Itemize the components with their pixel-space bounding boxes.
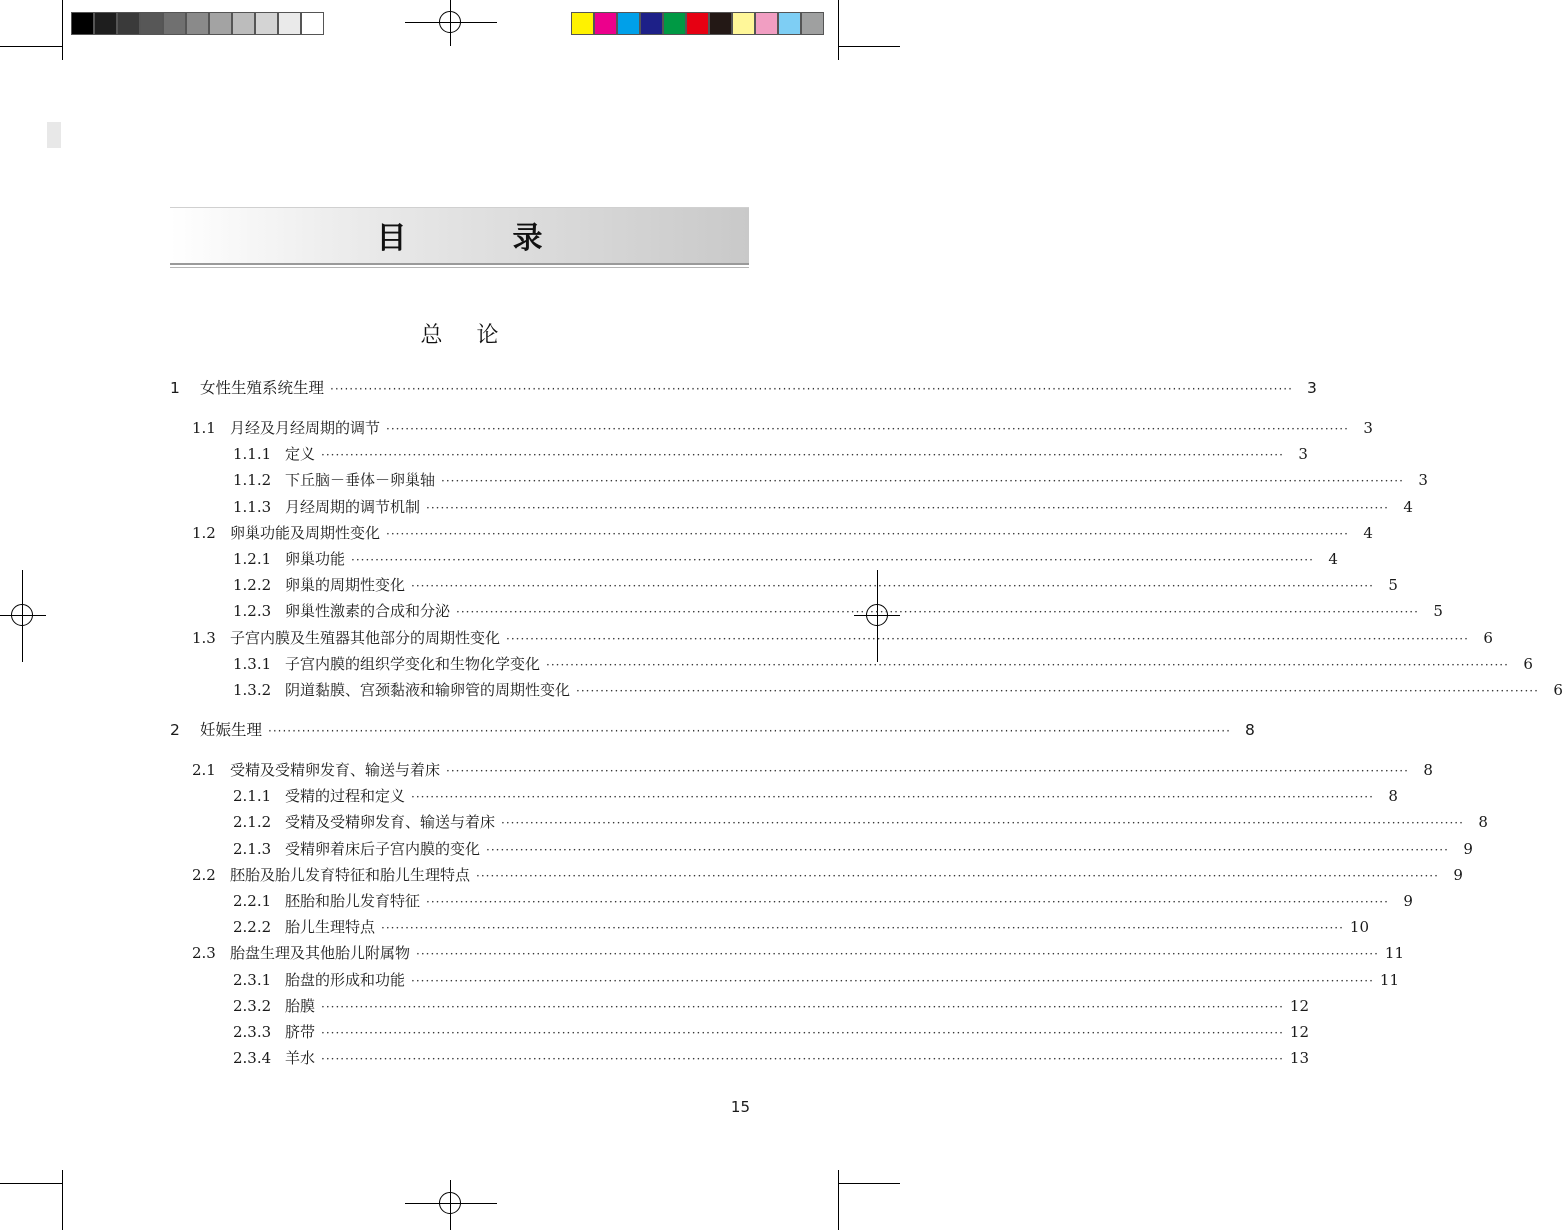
toc-entry-number: 1.1.3 bbox=[233, 497, 272, 516]
toc-entry-number: 2.2 bbox=[192, 865, 216, 884]
toc-entry-number: 2.3.1 bbox=[233, 970, 272, 989]
calibration-swatch bbox=[594, 12, 617, 35]
toc-entry-page: 9 bbox=[1403, 892, 1413, 910]
side-tab-marker bbox=[47, 122, 61, 148]
toc-entry-number: 1 bbox=[170, 379, 180, 397]
toc-entry-page: 12 bbox=[1289, 996, 1309, 1015]
calibration-swatch bbox=[163, 12, 186, 35]
toc-entry[interactable] bbox=[170, 863, 1463, 887]
toc-leader-dots: ········································································································································································································ bbox=[381, 921, 1344, 936]
toc-entry-page: 4 bbox=[1403, 497, 1413, 516]
toc-entry[interactable] bbox=[170, 626, 1493, 650]
toc-entry[interactable] bbox=[170, 376, 1317, 400]
calibration-swatch bbox=[709, 12, 732, 35]
toc-leader-dots: ········································································································································································································ bbox=[386, 526, 1349, 541]
toc-leader-dots: ········································································································································································································ bbox=[546, 657, 1509, 672]
calibration-swatch bbox=[94, 12, 117, 35]
toc-entry-number: 1.3.2 bbox=[233, 681, 272, 699]
toc-leader-dots: ········································································································································································································ bbox=[411, 579, 1374, 594]
toc-entry-label: 受精卵着床后子宫内膜的变化 bbox=[285, 839, 481, 858]
toc-entry-label: 月经周期的调节机制 bbox=[285, 497, 421, 516]
toc-entry-number: 2 bbox=[170, 721, 180, 739]
toc-entry-page: 11 bbox=[1384, 944, 1404, 963]
toc-entry-page: 3 bbox=[1363, 419, 1373, 437]
calibration-swatch bbox=[209, 12, 232, 35]
toc-entry[interactable] bbox=[170, 784, 1398, 808]
toc-leader-dots: ········································································································································································································ bbox=[446, 764, 1409, 778]
toc-entry-page: 9 bbox=[1463, 839, 1473, 858]
toc-entry-page: 8 bbox=[1478, 813, 1488, 832]
calibration-swatch bbox=[186, 12, 209, 35]
toc-entry-label: 子宫内膜的组织学变化和生物化学变化 bbox=[285, 654, 541, 673]
calibration-swatch bbox=[301, 12, 324, 35]
page-title: 目 录 bbox=[376, 221, 581, 256]
toc-leader-dots: ········································································································································································································ bbox=[411, 790, 1374, 805]
toc-leader-dots: ········································································································································································································ bbox=[330, 382, 1293, 396]
toc-entry-page: 8 bbox=[1245, 721, 1255, 739]
toc-entry-label: 卵巢功能 bbox=[285, 550, 346, 568]
toc-leader-dots: ········································································································································································································ bbox=[426, 500, 1389, 515]
toc-entry-page: 6 bbox=[1553, 681, 1563, 699]
toc-entry-page: 6 bbox=[1523, 654, 1533, 673]
toc-entry-page: 5 bbox=[1388, 576, 1398, 595]
calibration-swatch bbox=[255, 12, 278, 35]
title-rule-thin bbox=[170, 267, 749, 268]
toc-entry-number: 1.1.2 bbox=[233, 471, 272, 490]
toc-leader-dots: ········································································································································································································ bbox=[501, 816, 1464, 831]
toc-entry-number: 2.3.2 bbox=[233, 996, 272, 1015]
toc-entry-label: 胎盘的形成和功能 bbox=[285, 970, 406, 989]
toc-entry-number: 1.1.1 bbox=[233, 445, 272, 464]
toc-entry-page: 8 bbox=[1388, 787, 1398, 806]
toc-entry-label: 阴道黏膜、宫颈黏液和输卵管的周期性变化 bbox=[285, 681, 571, 699]
toc-entry-number: 1.2.1 bbox=[233, 550, 272, 568]
toc-entry-label: 胚胎及胎儿发育特征和胎儿生理特点 bbox=[230, 865, 471, 884]
toc-entry[interactable] bbox=[170, 495, 1413, 519]
section-title: 总论 bbox=[420, 323, 533, 348]
toc-entry-number: 1.1 bbox=[192, 419, 216, 437]
toc-entry[interactable] bbox=[170, 889, 1413, 913]
calibration-swatch bbox=[617, 12, 640, 35]
toc-entry-page: 3 bbox=[1307, 379, 1317, 397]
calibration-swatch bbox=[778, 12, 801, 35]
color-calibration-strip bbox=[571, 12, 824, 35]
toc-leader-dots: ········································································································································································································ bbox=[476, 868, 1439, 883]
toc-entry-page: 4 bbox=[1363, 523, 1373, 542]
toc-leader-dots: ········································································································································································································ bbox=[321, 1026, 1284, 1040]
toc-leader-dots: ········································································································································································································ bbox=[576, 684, 1539, 698]
toc-entry[interactable] bbox=[170, 599, 1443, 623]
toc-entry-page: 10 bbox=[1349, 918, 1369, 937]
toc-entry-page: 11 bbox=[1379, 970, 1399, 989]
toc-entry[interactable] bbox=[170, 837, 1473, 861]
toc-entry-label: 受精的过程和定义 bbox=[285, 787, 406, 806]
grayscale-calibration-strip bbox=[71, 12, 324, 35]
toc-entry-label: 定义 bbox=[285, 445, 316, 464]
toc-entry-page: 13 bbox=[1289, 1049, 1309, 1068]
toc-entry-label: 卵巢性激素的合成和分泌 bbox=[285, 602, 451, 621]
toc-entry-number: 1.2.3 bbox=[233, 602, 272, 621]
toc-leader-dots: ········································································································································································································ bbox=[351, 553, 1314, 567]
toc-entry-number: 2.1 bbox=[192, 761, 216, 779]
toc-leader-dots: ········································································································································································································ bbox=[268, 724, 1231, 738]
calibration-swatch bbox=[801, 12, 824, 35]
toc-entry[interactable] bbox=[170, 652, 1533, 676]
toc-leader-dots: ········································································································································································································ bbox=[426, 895, 1389, 909]
toc-entry-page: 6 bbox=[1483, 628, 1493, 647]
toc-leader-dots: ········································································································································································································ bbox=[386, 422, 1349, 436]
calibration-swatch bbox=[278, 12, 301, 35]
toc-leader-dots: ········································································································································································································ bbox=[506, 631, 1469, 646]
toc-entry-label: 脐带 bbox=[285, 1023, 316, 1041]
calibration-swatch bbox=[117, 12, 140, 35]
toc-entry-label: 妊娠生理 bbox=[200, 721, 263, 739]
toc-entry-number: 1.3.1 bbox=[233, 654, 272, 673]
toc-entry-label: 胎盘生理及其他胎儿附属物 bbox=[230, 944, 411, 963]
calibration-swatch bbox=[755, 12, 778, 35]
toc-leader-dots: ········································································································································································································ bbox=[321, 999, 1284, 1014]
toc-entry[interactable] bbox=[170, 1020, 1309, 1044]
toc-leader-dots: ········································································································································································································ bbox=[411, 973, 1374, 988]
toc-entry[interactable] bbox=[170, 416, 1373, 440]
toc-entry-label: 子宫内膜及生殖器其他部分的周期性变化 bbox=[230, 628, 501, 647]
toc-entry-page: 5 bbox=[1433, 602, 1443, 621]
toc-entry-number: 2.1.2 bbox=[233, 813, 272, 832]
toc-entry[interactable] bbox=[170, 521, 1373, 545]
toc-leader-dots: ········································································································································································································ bbox=[456, 605, 1419, 620]
toc-entry[interactable] bbox=[170, 1046, 1309, 1070]
calibration-swatch bbox=[571, 12, 594, 35]
toc-entry-number: 2.2.2 bbox=[233, 918, 272, 937]
toc-entry-label: 羊水 bbox=[285, 1049, 316, 1068]
calibration-swatch bbox=[140, 12, 163, 35]
toc-entry-label: 受精及受精卵发育、输送与着床 bbox=[230, 761, 441, 779]
toc-leader-dots: ········································································································································································································ bbox=[321, 1052, 1284, 1067]
toc-entry-label: 卵巢功能及周期性变化 bbox=[230, 523, 381, 542]
toc-entry[interactable] bbox=[170, 810, 1488, 834]
toc-entry-page: 9 bbox=[1453, 865, 1463, 884]
toc-entry-page: 3 bbox=[1418, 471, 1428, 490]
toc-entry-label: 胚胎和胎儿发育特征 bbox=[285, 892, 421, 910]
toc-entry[interactable] bbox=[170, 915, 1369, 939]
toc-entry[interactable] bbox=[170, 547, 1338, 571]
toc-leader-dots: ········································································································································································································ bbox=[441, 474, 1404, 489]
toc-entry[interactable] bbox=[170, 678, 1563, 702]
toc-entry-label: 女性生殖系统生理 bbox=[200, 379, 325, 397]
calibration-swatch bbox=[232, 12, 255, 35]
toc-entry-page: 8 bbox=[1423, 761, 1433, 779]
toc-entry-label: 下丘脑－垂体－卵巢轴 bbox=[285, 471, 436, 490]
toc-entry-label: 受精及受精卵发育、输送与着床 bbox=[285, 813, 496, 832]
toc-entry-page: 3 bbox=[1298, 445, 1308, 464]
toc-entry[interactable] bbox=[170, 994, 1309, 1018]
toc-entry[interactable] bbox=[170, 718, 1255, 742]
toc-entry[interactable] bbox=[170, 968, 1399, 992]
calibration-swatch bbox=[663, 12, 686, 35]
toc-leader-dots: ········································································································································································································ bbox=[486, 842, 1449, 857]
toc-entry-label: 胎膜 bbox=[285, 996, 316, 1015]
toc-entry[interactable] bbox=[170, 442, 1308, 466]
toc-entry-label: 月经及月经周期的调节 bbox=[230, 419, 381, 437]
toc-entry-label: 胎儿生理特点 bbox=[285, 918, 376, 937]
toc-entry-page: 12 bbox=[1289, 1023, 1309, 1041]
toc-entry-number: 1.3 bbox=[192, 628, 216, 647]
toc-entry[interactable] bbox=[170, 758, 1433, 782]
toc-entry-number: 2.1.1 bbox=[233, 787, 272, 806]
calibration-swatch bbox=[640, 12, 663, 35]
toc-entry-number: 2.3 bbox=[192, 944, 216, 963]
page-number: 15 bbox=[730, 1098, 750, 1116]
toc-leader-dots: ········································································································································································································ bbox=[416, 947, 1379, 962]
calibration-swatch bbox=[732, 12, 755, 35]
toc-entry[interactable] bbox=[170, 941, 1404, 965]
title-rule bbox=[170, 263, 749, 265]
toc-entry-number: 1.2.2 bbox=[233, 576, 272, 595]
calibration-swatch bbox=[71, 12, 94, 35]
toc-entry-number: 2.2.1 bbox=[233, 892, 272, 910]
toc-entry[interactable] bbox=[170, 468, 1428, 492]
toc-entry-page: 4 bbox=[1328, 550, 1338, 568]
toc-entry-label: 卵巢的周期性变化 bbox=[285, 576, 406, 595]
toc-entry-number: 2.3.3 bbox=[233, 1023, 272, 1041]
toc-entry-number: 1.2 bbox=[192, 523, 216, 542]
toc-entry-number: 2.1.3 bbox=[233, 839, 272, 858]
calibration-swatch bbox=[686, 12, 709, 35]
toc-entry-number: 2.3.4 bbox=[233, 1049, 272, 1068]
toc-entry[interactable] bbox=[170, 573, 1398, 597]
toc-leader-dots: ········································································································································································································ bbox=[321, 448, 1284, 463]
